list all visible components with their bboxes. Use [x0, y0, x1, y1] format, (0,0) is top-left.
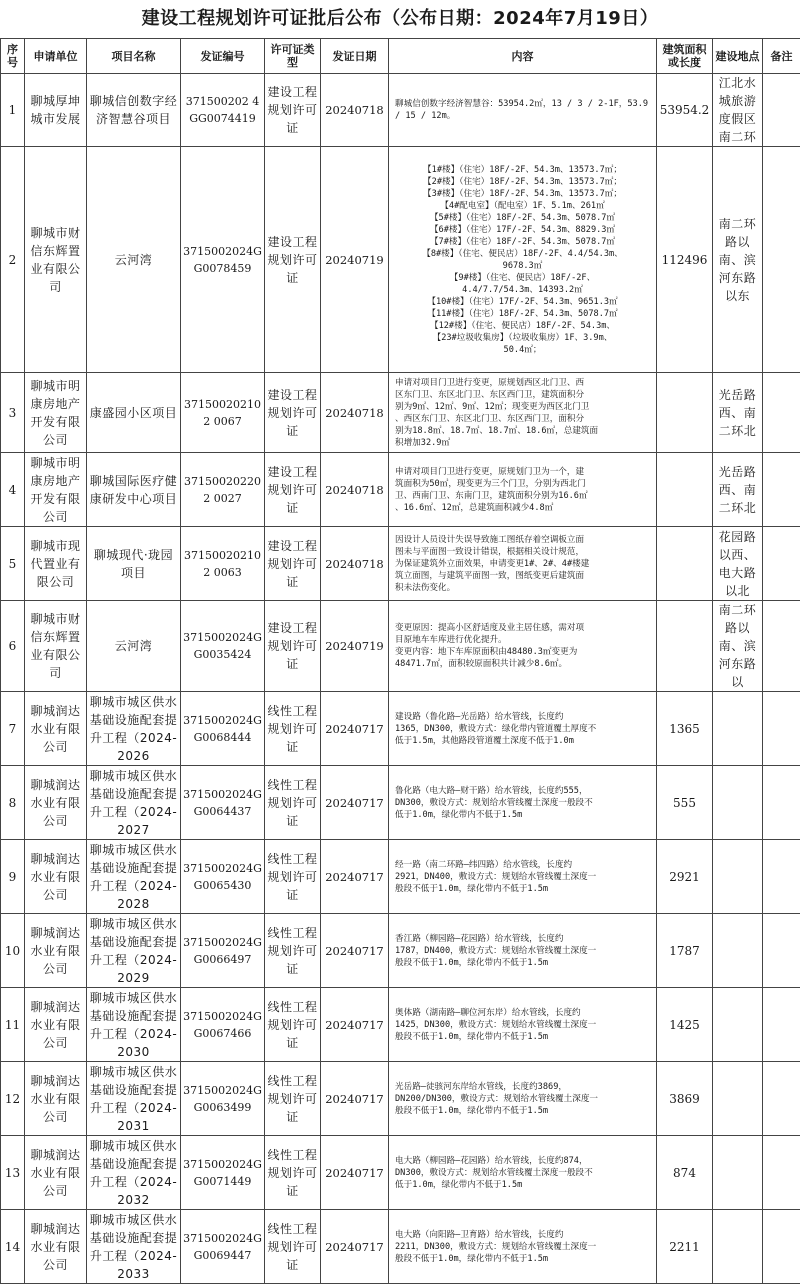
table-row	[1, 453, 800, 527]
table-row	[1, 74, 800, 147]
row-area: 1425	[657, 988, 713, 1062]
row-area: 2921	[657, 840, 713, 914]
row-permit-number: 371500202202 0027	[181, 453, 265, 527]
row-remark	[763, 692, 800, 766]
row-location: 南二环路以南、滨河东路以东	[713, 147, 763, 373]
row-issue-date: 20240717	[321, 1062, 389, 1136]
row-location	[713, 1062, 763, 1136]
row-permit-number: 3715002024GG0068444	[181, 692, 265, 766]
row-remark	[763, 74, 800, 147]
content-line: 般段不低于1.0m，绿化带内不低于1.5m	[395, 957, 650, 969]
table-row	[1, 1062, 800, 1136]
content-line: 别为9㎡、12㎡、9㎡、12㎡；现变更为西区北门卫	[395, 401, 650, 413]
row-applicant: 聊城市明康房地产开发有限公司	[25, 453, 87, 527]
row-permit-number: 3715002024GG0035424	[181, 601, 265, 692]
row-permit-number: 3715002024GG0065430	[181, 840, 265, 914]
row-issue-date: 20240718	[321, 453, 389, 527]
row-permit-type: 线性工程规划许可证	[265, 766, 321, 840]
row-project-name: 聊城市城区供水基础设施配套提升工程（2024-2030	[87, 988, 181, 1062]
row-content	[389, 453, 657, 527]
header-permit-type: 许可证类型	[265, 39, 321, 74]
row-content	[389, 1136, 657, 1210]
table-row	[1, 766, 800, 840]
row-permit-type: 线性工程规划许可证	[265, 914, 321, 988]
content-line: 变更原因：提高小区舒适度及业主居住感，需对项	[395, 622, 650, 634]
row-issue-date: 20240718	[321, 373, 389, 453]
content-line: 筑立面图，与建筑平面图一致，图纸变更后建筑面	[395, 570, 650, 582]
row-remark	[763, 1062, 800, 1136]
row-remark	[763, 527, 800, 601]
row-applicant: 聊城市财信东辉置业有限公司	[25, 147, 87, 373]
row-content	[389, 840, 657, 914]
content-line: 因设计人员设计失误导致施工图纸存着空调板立面	[395, 534, 650, 546]
table-row	[1, 1210, 800, 1284]
header-content: 内容	[389, 39, 657, 74]
content-line: 奥体路（湖南路—聊位河东岸）给水管线，长度约	[395, 1007, 650, 1019]
row-content	[389, 74, 657, 147]
row-project-name: 聊城市城区供水基础设施配套提升工程（2024-2028	[87, 840, 181, 914]
row-issue-date: 20240719	[321, 147, 389, 373]
content-line: 、16.6㎡、12㎡，总建筑面积减少4.8㎡	[395, 502, 650, 514]
row-remark	[763, 1210, 800, 1284]
row-seq: 4	[1, 453, 25, 527]
row-location	[713, 840, 763, 914]
row-remark	[763, 766, 800, 840]
row-permit-type: 建设工程规划许可证	[265, 373, 321, 453]
row-applicant: 聊城润达水业有限公司	[25, 914, 87, 988]
content-line: 低于1.5m，其他路段管道覆土深度不低于1.0m	[395, 735, 650, 747]
row-location	[713, 1210, 763, 1284]
row-applicant: 聊城厚坤城市发展	[25, 74, 87, 147]
content-line: 【23#垃圾收集房】（垃圾收集房）1F、3.9m、	[395, 332, 650, 344]
row-project-name: 康盛园小区项目	[87, 373, 181, 453]
row-area	[657, 601, 713, 692]
row-permit-number: 371500202102 0063	[181, 527, 265, 601]
row-applicant: 聊城润达水业有限公司	[25, 1136, 87, 1210]
row-content	[389, 1062, 657, 1136]
row-applicant: 聊城润达水业有限公司	[25, 692, 87, 766]
row-seq: 9	[1, 840, 25, 914]
row-seq: 8	[1, 766, 25, 840]
row-permit-type: 线性工程规划许可证	[265, 1210, 321, 1284]
content-line: 【12#楼】（住宅、便民店）18F/-2F、54.3m、	[395, 320, 650, 332]
content-line: 2921，DN400，敷设方式：规划给水管线覆土深度一	[395, 871, 650, 883]
content-line: 【10#楼】（住宅）17F/-2F、54.3m、9651.3㎡	[395, 296, 650, 308]
content-line: 1365，DN300，敷设方式：绿化带内管道覆土厚度不	[395, 723, 650, 735]
row-applicant: 聊城润达水业有限公司	[25, 1210, 87, 1284]
row-location	[713, 766, 763, 840]
content-line: 申请对项目门卫进行变更，原规划门卫为一个，建	[395, 466, 650, 478]
row-issue-date: 20240717	[321, 840, 389, 914]
row-remark	[763, 988, 800, 1062]
row-remark	[763, 601, 800, 692]
row-project-name: 聊城现代·珑园项目	[87, 527, 181, 601]
row-permit-number: 3715002024GG0069447	[181, 1210, 265, 1284]
row-remark	[763, 1136, 800, 1210]
row-content	[389, 766, 657, 840]
content-line: 光岳路—徒骇河东岸给水管线，长度约3869，	[395, 1081, 650, 1093]
row-permit-type: 线性工程规划许可证	[265, 692, 321, 766]
row-applicant: 聊城市明康房地产开发有限公司	[25, 373, 87, 453]
row-project-name: 聊城市城区供水基础设施配套提升工程（2024-2026	[87, 692, 181, 766]
content-line: 筑面积为50㎡，现变更为三个门卫，分别为西北门	[395, 478, 650, 490]
content-line: 香江路（柳园路—花园路）给水管线，长度约	[395, 933, 650, 945]
row-permit-number: 3715002024GG0063499	[181, 1062, 265, 1136]
header-unit: 申请单位	[25, 39, 87, 74]
row-content	[389, 147, 657, 373]
row-area	[657, 453, 713, 527]
row-content	[389, 373, 657, 453]
row-area	[657, 373, 713, 453]
table-row	[1, 1136, 800, 1210]
row-issue-date: 20240717	[321, 1210, 389, 1284]
content-line: 申请对项目门卫进行变更，原规划西区北门卫、西	[395, 377, 650, 389]
row-project-name: 聊城信创数字经济智慧谷项目	[87, 74, 181, 147]
row-seq: 2	[1, 147, 25, 373]
row-seq: 11	[1, 988, 25, 1062]
content-line: 般段不低于1.0m，绿化带内不低于1.5m	[395, 1031, 650, 1043]
row-permit-type: 建设工程规划许可证	[265, 601, 321, 692]
row-permit-number: 3715002024GG0078459	[181, 147, 265, 373]
row-seq: 14	[1, 1210, 25, 1284]
content-line: 目原地车车库进行优化提升。	[395, 634, 650, 646]
row-content	[389, 988, 657, 1062]
content-line: 4.4/7.7/54.3m、14393.2㎡	[395, 284, 650, 296]
row-permit-number: 3715002024GG0066497	[181, 914, 265, 988]
row-issue-date: 20240717	[321, 692, 389, 766]
content-line: 卫、西南门卫、东南门卫，建筑面积分别为16.6㎡	[395, 490, 650, 502]
content-line: 【7#楼】（住宅）18F/-2F、54.3m、5078.7㎡	[395, 236, 650, 248]
table-row	[1, 988, 800, 1062]
row-applicant: 聊城润达水业有限公司	[25, 840, 87, 914]
content-line: 低于1.0m，绿化带内不低于1.5m	[395, 1179, 650, 1191]
row-applicant: 聊城市财信东辉置业有限公司	[25, 601, 87, 692]
row-content	[389, 1210, 657, 1284]
row-project-name: 聊城市城区供水基础设施配套提升工程（2024-2033	[87, 1210, 181, 1284]
content-line: 电大路（向阳路—卫育路）给水管线，长度约	[395, 1229, 650, 1241]
content-line: 为保证建筑外立面效果，申请变更1#、2#、4#楼建	[395, 558, 650, 570]
row-issue-date: 20240717	[321, 766, 389, 840]
header-remark: 备注	[763, 39, 800, 74]
row-permit-type: 建设工程规划许可证	[265, 74, 321, 147]
content-line: 【6#楼】（住宅）17F/-2F、54.3m、8829.3㎡	[395, 224, 650, 236]
row-seq: 5	[1, 527, 25, 601]
content-line: 变更内容：地下车库原面积由48480.3㎡变更为	[395, 646, 650, 658]
table-row	[1, 914, 800, 988]
row-issue-date: 20240717	[321, 1136, 389, 1210]
row-permit-number: 3715002024GG0067466	[181, 988, 265, 1062]
content-line: DN300，敷设方式：规划给水管线覆土深度一般段不	[395, 1167, 650, 1179]
row-permit-number: 371500202102 0067	[181, 373, 265, 453]
row-permit-number: 371500202 4GG0074419	[181, 74, 265, 147]
row-project-name: 聊城市城区供水基础设施配套提升工程（2024-2032	[87, 1136, 181, 1210]
row-location	[713, 914, 763, 988]
content-line: 【8#楼】（住宅、便民店）18F/-2F、4.4/54.3m、	[395, 248, 650, 260]
header-project: 项目名称	[87, 39, 181, 74]
header-permit-no: 发证编号	[181, 39, 265, 74]
table-row	[1, 601, 800, 692]
row-applicant: 聊城润达水业有限公司	[25, 766, 87, 840]
row-remark	[763, 147, 800, 373]
content-line: 聊城信创数字经济智慧谷：53954.2㎡，13 / 3 / 2-1F，53.9 / 15 / 12m。	[395, 98, 650, 122]
content-line: 【9#楼】（住宅、便民店）18F/-2F、	[395, 272, 650, 284]
table-header-row	[1, 39, 800, 74]
row-location: 花园路以西、电大路以北	[713, 527, 763, 601]
content-line: 9678.3㎡	[395, 260, 650, 272]
row-location	[713, 988, 763, 1062]
content-line: DN300，敷设方式：规划给水管线覆土深度一般段不	[395, 797, 650, 809]
content-line: 【4#配电室】（配电室）1F、5.1m、261㎡	[395, 200, 650, 212]
permit-table	[0, 38, 800, 1284]
row-area: 3869	[657, 1062, 713, 1136]
row-project-name: 聊城市城区供水基础设施配套提升工程（2024-2029	[87, 914, 181, 988]
content-line: 别为18.8㎡、18.7㎡、18.7㎡、18.6㎡，总建筑面	[395, 425, 650, 437]
header-area: 建筑面积或长度	[657, 39, 713, 74]
row-permit-type: 线性工程规划许可证	[265, 988, 321, 1062]
content-line: 【1#楼】（住宅）18F/-2F、54.3m、13573.7㎡；	[395, 164, 650, 176]
header-issue-date: 发证日期	[321, 39, 389, 74]
content-line: 经一路（南二环路—纬四路）给水管线，长度约	[395, 859, 650, 871]
row-applicant: 聊城市现代置业有限公司	[25, 527, 87, 601]
row-project-name: 云河湾	[87, 601, 181, 692]
content-line: 积未法伤变化。	[395, 582, 650, 594]
row-area: 53954.2	[657, 74, 713, 147]
row-seq: 7	[1, 692, 25, 766]
row-issue-date: 20240717	[321, 988, 389, 1062]
content-line: 低于1.0m，绿化带内不低于1.5m	[395, 809, 650, 821]
row-area: 1365	[657, 692, 713, 766]
row-location: 南二环路以南、滨河东路以	[713, 601, 763, 692]
row-permit-type: 建设工程规划许可证	[265, 453, 321, 527]
row-applicant: 聊城润达水业有限公司	[25, 988, 87, 1062]
row-remark	[763, 840, 800, 914]
row-content	[389, 692, 657, 766]
row-issue-date: 20240718	[321, 74, 389, 147]
content-line: 、西区东门卫、东区北门卫、东区西门卫，面积分	[395, 413, 650, 425]
content-line: 【5#楼】（住宅）18F/-2F、54.3m、5078.7㎡	[395, 212, 650, 224]
row-remark	[763, 373, 800, 453]
table-row	[1, 840, 800, 914]
row-permit-number: 3715002024GG0064437	[181, 766, 265, 840]
table-row	[1, 373, 800, 453]
row-project-name: 聊城市城区供水基础设施配套提升工程（2024-2027	[87, 766, 181, 840]
row-seq: 3	[1, 373, 25, 453]
content-line: 50.4㎡；	[395, 344, 650, 356]
row-project-name: 聊城国际医疗健康研发中心项目	[87, 453, 181, 527]
row-area: 555	[657, 766, 713, 840]
row-permit-type: 线性工程规划许可证	[265, 840, 321, 914]
content-line: 【2#楼】（住宅）18F/-2F、54.3m、13573.7㎡；	[395, 176, 650, 188]
row-project-name: 云河湾	[87, 147, 181, 373]
table-row	[1, 147, 800, 373]
row-content	[389, 914, 657, 988]
row-issue-date: 20240718	[321, 527, 389, 601]
row-location: 光岳路西、南二环北	[713, 373, 763, 453]
row-area: 2211	[657, 1210, 713, 1284]
content-line: 1425，DN300，敷设方式：规划给水管线覆土深度一	[395, 1019, 650, 1031]
content-line: 般段不低于1.0m，绿化带内不低于1.5m	[395, 1253, 650, 1265]
row-project-name: 聊城市城区供水基础设施配套提升工程（2024-2031	[87, 1062, 181, 1136]
table-row	[1, 527, 800, 601]
row-permit-type: 线性工程规划许可证	[265, 1136, 321, 1210]
content-line: DN200/DN300，敷设方式：规划给水管线覆土深度一	[395, 1093, 650, 1105]
row-seq: 1	[1, 74, 25, 147]
row-content	[389, 527, 657, 601]
row-location: 江北水城旅游度假区南二环	[713, 74, 763, 147]
row-location: 光岳路西、南二环北	[713, 453, 763, 527]
row-permit-type: 建设工程规划许可证	[265, 147, 321, 373]
content-line: 建设路（鲁化路—光岳路）给水管线，长度约	[395, 711, 650, 723]
row-issue-date: 20240719	[321, 601, 389, 692]
row-location	[713, 1136, 763, 1210]
table-row	[1, 692, 800, 766]
row-area: 112496	[657, 147, 713, 373]
content-line: 鲁化路（电大路—财干路）给水管线，长度约555，	[395, 785, 650, 797]
row-seq: 12	[1, 1062, 25, 1136]
content-line: 电大路（柳园路—花园路）给水管线，长度约874，	[395, 1155, 650, 1167]
row-permit-type: 建设工程规划许可证	[265, 527, 321, 601]
row-content	[389, 601, 657, 692]
row-seq: 10	[1, 914, 25, 988]
row-area: 1787	[657, 914, 713, 988]
content-line: 2211，DN300，敷设方式：规划给水管线覆土深度一	[395, 1241, 650, 1253]
row-issue-date: 20240717	[321, 914, 389, 988]
row-location	[713, 692, 763, 766]
page-title: 建设工程规划许可证批后公布（公布日期：2024年7月19日）	[0, 0, 800, 38]
row-remark	[763, 453, 800, 527]
row-area	[657, 527, 713, 601]
row-remark	[763, 914, 800, 988]
content-line: 【3#楼】（住宅）18F/-2F、54.3m、13573.7㎡；	[395, 188, 650, 200]
content-line: 区东门卫、东区北门卫、东区西门卫，建筑面积分	[395, 389, 650, 401]
content-line: 图未与平面图一致设计错误，根据相关设计规范，	[395, 546, 650, 558]
row-area: 874	[657, 1136, 713, 1210]
content-line: 48471.7㎡，面积较原面积共计减少8.6㎡。	[395, 658, 650, 670]
content-line: 般段不低于1.0m，绿化带内不低于1.5m	[395, 883, 650, 895]
header-location: 建设地点	[713, 39, 763, 74]
content-line: 【11#楼】（住宅）18F/-2F、54.3m、5078.7㎡	[395, 308, 650, 320]
row-applicant: 聊城润达水业有限公司	[25, 1062, 87, 1136]
row-seq: 6	[1, 601, 25, 692]
header-seq: 序号	[1, 39, 25, 74]
content-line: 1787，DN400，敷设方式：规划给水管线覆土深度一	[395, 945, 650, 957]
content-line: 般段不低于1.0m，绿化带内不低于1.5m	[395, 1105, 650, 1117]
row-permit-type: 线性工程规划许可证	[265, 1062, 321, 1136]
content-line: 积增加32.9㎡	[395, 437, 650, 449]
row-permit-number: 3715002024GG0071449	[181, 1136, 265, 1210]
row-seq: 13	[1, 1136, 25, 1210]
